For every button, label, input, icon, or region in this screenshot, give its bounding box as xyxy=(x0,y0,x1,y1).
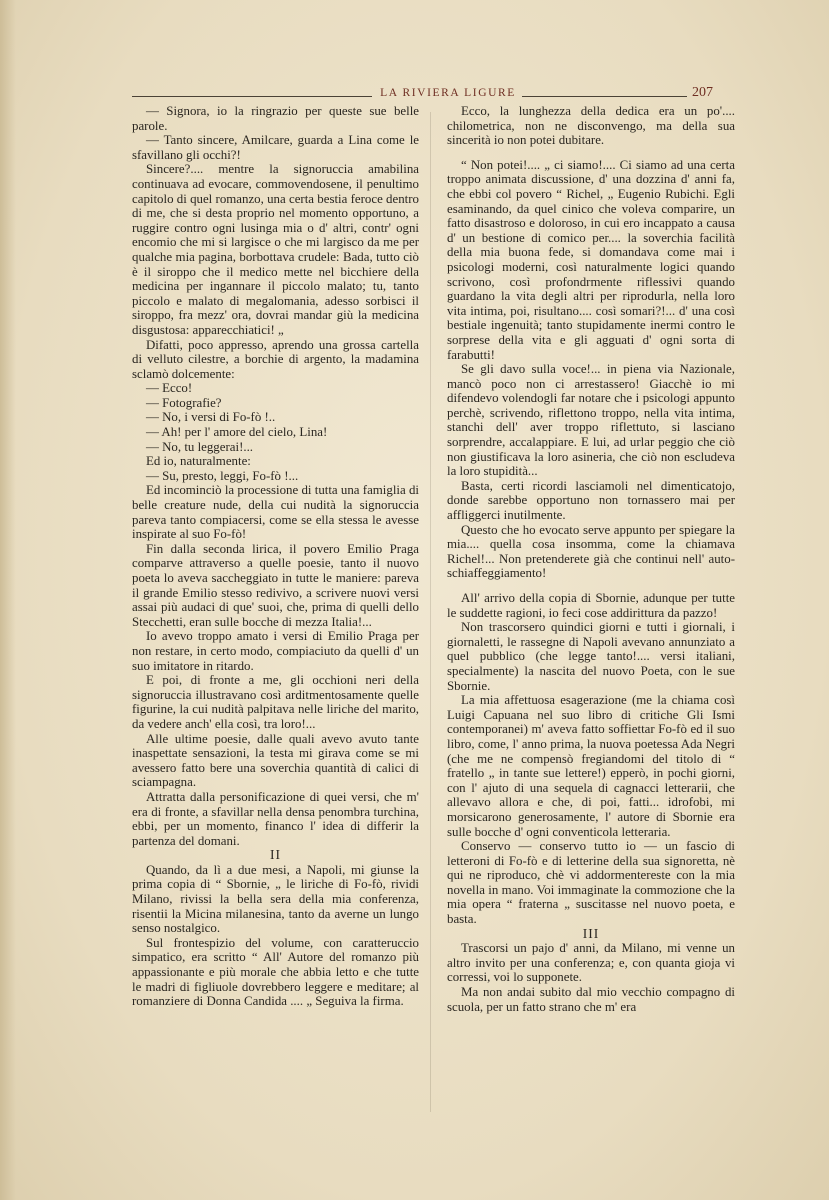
paragraph: — No, tu leggerai!... xyxy=(146,439,254,454)
column-divider xyxy=(430,112,431,1112)
paragraph: All' arrivo della copia di Sbornie, adunque per tutte le suddette ragioni, io feci cose addirittura da pazzo! xyxy=(447,591,735,620)
paragraph: Difatti, poco appresso, aprendo una grossa cartella di velluto cilestre, a borchie di argento, la madamina sclamò dolcemente: xyxy=(132,337,419,381)
paragraph: Trascorsi un pajo d' anni, da Milano, mi venne un altro invito per una conferenza; e, con quanta gioja vi corressi, voi lo supponete. xyxy=(447,941,735,985)
paragraph: — No, i versi di Fo-fò !.. xyxy=(146,410,276,425)
paragraph: Se gli davo sulla voce!... in piena via Nazionale, mancò poco non ci arrestassero! Giacchè io mi difendevo volendogli far notare che i psicologi appunto perchè, scrivendo, riflettono troppo, nella vita intima, stanchi dell' aver troppo riflettuto, si lasciano sorprendre, accalappiare. E lui, ad urlar peggio che ciò non giustificava la loro asineria, che ciò non escludeva la loro stupidità... xyxy=(447,362,735,479)
paragraph: Non trascorsero quindici giorni e tutti i giornali, i giornaletti, le rassegne di Napoli avevano annunziato a quel pubblico (che legge tanto!.... versi italiani, specialmente) la nascita del nuovo Poeta, con le sue Sbornie. xyxy=(447,620,735,693)
paragraph: Io avevo troppo amato i versi di Emilio Praga per non restare, in certo modo, compiaciuto da quelli d' un suo imitatore in ritardo. xyxy=(132,629,419,673)
section-heading-iii: III xyxy=(582,925,600,941)
paragraph: — Su, presto, leggi, Fo-fò !... xyxy=(146,468,299,483)
paragraph: La mia affettuosa esagerazione (me la chiama così Luigi Capuana nel suo libro di critiche Gli Ismi contemporanei) m' aveva fatto soffiettar Fo-fò ed il suo libro, come, l' anno prima, la nuova poetessa Ada Negri (che me ne compensò fregiandomi del titolo di “ fratello „ in tante sue lettere!) epperò, in pochi giorni, con l' ajuto di una sequela di cagnacci letterarii, che allevavo allora e che, di poi, fatti... idrofobi, mi morsicarono generosamente, l' autore di Sbornie era sulle bocche d' ogni conventicola letteraria. xyxy=(447,693,735,839)
paragraph: Attratta dalla personificazione di quei versi, che m' era di fronte, a sfavillar nella densa penombra turchina, ebbi, per un momento, financo l' idea di differir la partenza del domani. xyxy=(132,789,419,848)
paragraph: — Tanto sincere, Amilcare, guarda a Lina come le sfavillano gli occhi?! xyxy=(132,133,419,162)
right-column xyxy=(447,104,735,1014)
paragraph: Conservo — conservo tutto io — un fascio di letteroni di Fo-fò e di letterine della sua signoretta, nè qui ne riproduco, chè vi addormentereste con la mia novella in mano. Voi immaginate la commozione che la mia opera “ fraterna „ suscitasse nel nuovo poeta, e basta. xyxy=(447,839,735,927)
magazine-title: LA RIVIERA LIGURE xyxy=(380,87,516,99)
section-heading-ii: II xyxy=(270,847,281,863)
paragraph: Alle ultime poesie, dalle quali avevo avuto tante inaspettate sensazioni, la testa mi girava come se mi avessero fatto bere una soverchia quantità di calici di sciampagna. xyxy=(132,731,419,790)
paragraph: Sul frontespizio del volume, con caratteruccio simpatico, era scritto “ All' Autore del romanzo più appassionante e più morale che abbia letto e che tutte le madri di figliuole dovrebbero leggere e meditare; al romanziere di Donna Candida .... „ Seguiva la firma. xyxy=(132,935,419,1009)
paragraph: — Ecco! xyxy=(146,381,193,396)
paragraph: E poi, di fronte a me, gli occhioni neri della signoruccia illustravano così arditmentosamente quelle figurine, la cui nudità palpitava nelle liriche del marito, da vedere anch' ella così, tra loro!... xyxy=(132,673,419,731)
paragraph: — Signora, io la ringrazio per queste sue belle parole. xyxy=(132,104,419,133)
paragraph: — Fotografie? xyxy=(146,395,222,410)
paragraph: Sincere?.... mentre la signoruccia amabilina continuava ad evocare, commovendosene, il penultimo capitolo di quel romanzo, una certa bestia feroce dentro di me, che si desta proprio nel momento opportuno, a ruggire contro ogni lusinga mia o d' altri, contr' ogni encomio che mi si largisce o che mi largisco da me per qualche mia pagina, borbottava crudele: Bada, tutto ciò è il siroppo che il medico mette nel bicchiere della medicina per ingannare il piccolo malato; tu, tanto piccolo e malato di megalomania, adesso sorbisci il siroppo, fra mezz' ora, dovrai mandar giù la medicina disgustosa: apparecchiatici! „ xyxy=(132,162,419,337)
header-rule-left xyxy=(132,96,372,97)
paragraph: Quando, da lì a due mesi, a Napoli, mi giunse la prima copia di “ Sbornie, „ le liriche di Fo-fò, rividi Milano, rivissi la bella sera della mia conferenza, risentii la Micina milanesina, tanto da averne un lungo senso nostalgico. xyxy=(132,862,419,936)
paragraph: “ Non potei!.... „ ci siamo!.... Ci siamo ad una certa troppo animata discussione, d' una dozzina d' anni fa, che ebbi col povero “ Richel, „ Eugenio Rubichi. Egli esaminando, da quel cinico che voleva comparire, un fatto disastroso e doloroso, in cui ero incappato a causa d' un bestione di comico per.... la soverchia facilità della mia buona fede, si domandava come mai i psicologi moderni, così naturalmente logici quando scrivono, così profondrmente riflessivi quando guardano la vita degli altri per riprodurla, nella loro vita intima, poi, risultano.... così somari?!... d' una così bestiale ingenuità; tanto stupidamente inermi contro le sorprese della vita e gli agguati d' ogni sorta di farabutti! xyxy=(447,157,735,362)
page-number: 207 xyxy=(692,85,713,100)
paragraph: Questo che ho evocato serve appunto per spiegare la mia.... quella cosa insomma, come la chiamava Richel!... Non pretenderete già che continui nell' auto-schiaffeggiamento! xyxy=(447,522,735,581)
paragraph: Ecco, la lunghezza della dedica era un po'.... chilometrica, non ne disconvengo, ma della sua sincerità io non potei dubitare. xyxy=(447,104,735,148)
paragraph: Ma non andai subito dal mio vecchio compagno di scuola, per un fatto strano che m' era xyxy=(447,985,735,1014)
left-column xyxy=(132,104,419,1009)
paragraph: Ed io, naturalmente: xyxy=(146,454,251,469)
paragraph: Basta, certi ricordi lasciamoli nel dimenticatojo, donde sarebbe opportuno non tornassero mai per affliggerci inutilmente. xyxy=(447,478,735,523)
paragraph: Ed incominciò la processione di tutta una famiglia di belle creature nude, della cui nudità la signoruccia pareva tanto compiacersi, come se ella stessa le avesse inspirate al suo Fo-fò! xyxy=(132,483,419,542)
paragraph: — Ah! per l' amore del cielo, Lina! xyxy=(146,425,328,440)
header-rule-right xyxy=(522,96,687,97)
paragraph: Fin dalla seconda lirica, il povero Emilio Praga comparve attraverso a quelle poesie, tanto il nuovo poeta lo aveva saccheggiato in tutte le maniere: pareva il grande Emilio stesso redivivo, a scrivere nuovi versi assai più audaci di que' suoi, che, prima di quelli dello Stecchetti, eran sulle bocche di mezza Italia!... xyxy=(132,541,419,629)
